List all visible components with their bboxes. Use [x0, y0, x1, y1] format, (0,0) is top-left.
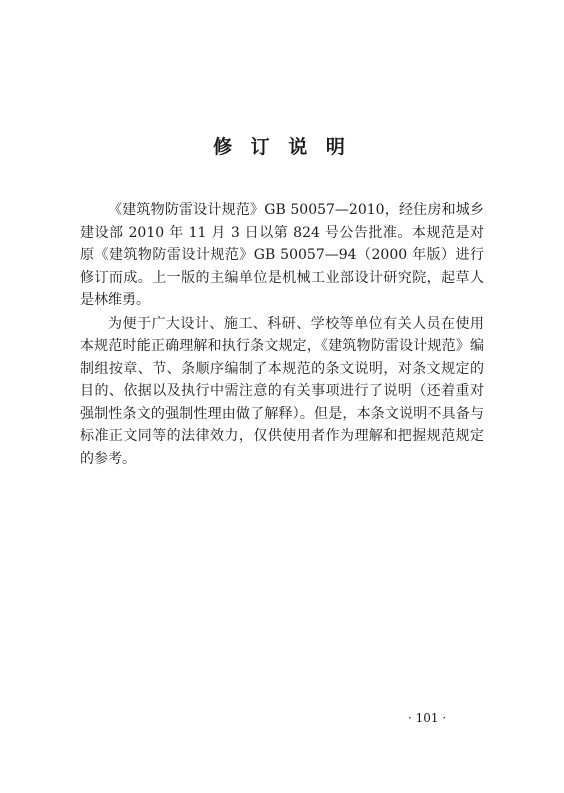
paragraph-1: 《建筑物防雷设计规范》GB 50057—2010，经住房和城乡建设部 2010 年 11 月 3 日以第 824 号公告批准。本规范是对原《建筑物防雷设计规范》GB 50057—94（2000 年版）进行修订而成。上一版的主编单位是机械工业部设计研究院，起草人是林维勇。: [80, 202, 484, 308]
page-title: 修 订 说 明: [213, 136, 351, 158]
body-text: [80, 199, 484, 470]
page-number: · 101 ·: [408, 711, 447, 725]
paragraph-2: 为便于广大设计、施工、科研、学校等单位有关人员在使用本规范时能正确理解和执行条文规定，《建筑物防雷设计规范》编制组按章、节、条顺序编制了本规范的条文说明，对条文规定的目的、依据以及执行中需注意的有关事项进行了说明（还着重对强制性条文的强制性理由做了解释）。但是，本条文说明不具备与标准正文同等的法律效力，仅供使用者作为理解和把握规范规定的参考。: [80, 315, 484, 467]
